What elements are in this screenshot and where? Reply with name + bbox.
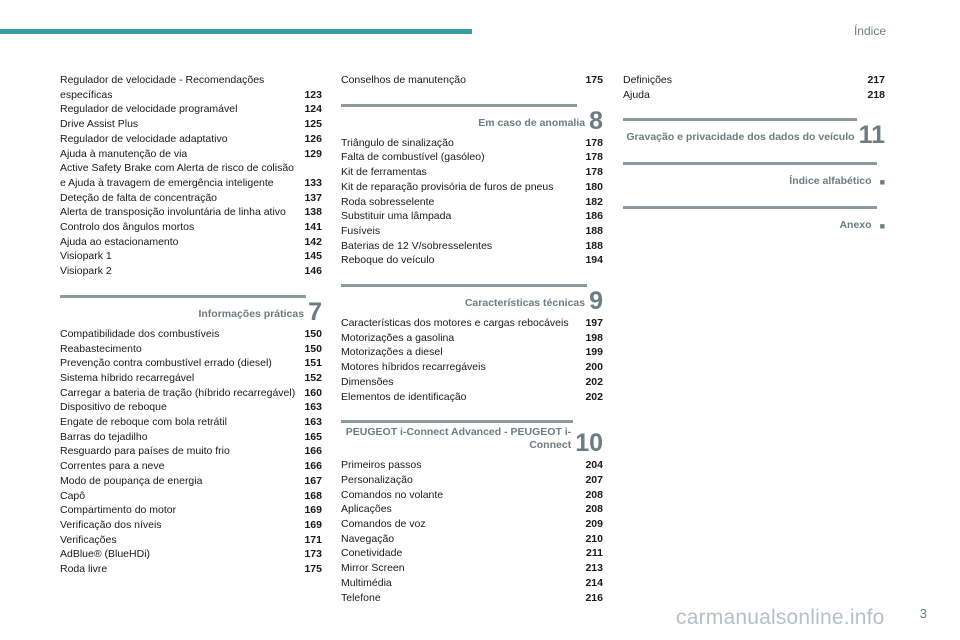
toc-entry-title: Drive Assist Plus <box>60 118 139 131</box>
toc-entry[interactable] <box>341 458 603 473</box>
toc-entry[interactable] <box>341 591 603 606</box>
toc-entry[interactable] <box>60 474 322 489</box>
toc-entry-title: Barras do tejadilho <box>60 430 148 443</box>
toc-entry-title: Personalização <box>341 473 413 486</box>
toc-entry-title: Visiopark 2 <box>60 265 112 278</box>
section-title: Características técnicas <box>464 297 586 310</box>
toc-entry[interactable] <box>341 316 603 331</box>
toc-entry[interactable] <box>341 561 603 576</box>
toc-entry[interactable] <box>60 249 322 264</box>
section-heading[interactable] <box>341 282 603 316</box>
section-number: 9 <box>589 287 603 316</box>
toc-entry[interactable] <box>341 165 603 180</box>
toc-entry[interactable] <box>60 220 322 235</box>
toc-entry-page: 197 <box>585 317 603 330</box>
section-number: 7 <box>308 297 322 326</box>
toc-entry-title: Deteção de falta de concentração <box>60 191 218 204</box>
toc-entry-page: 123 <box>304 88 322 101</box>
toc-entry-page: 182 <box>585 195 603 208</box>
toc-entry-page: 173 <box>304 548 322 561</box>
toc-entry-page: 214 <box>585 576 603 589</box>
toc-entry[interactable] <box>60 430 322 445</box>
toc-entry-page: 202 <box>585 390 603 403</box>
section-heading[interactable] <box>623 204 885 234</box>
toc-entry-title: Prevenção contra combustível errado (diesel) <box>60 357 272 370</box>
toc-entry-page: 218 <box>867 88 885 101</box>
section-divider <box>341 284 587 287</box>
toc-entry-title: Multimédia <box>341 576 392 589</box>
toc-entry[interactable] <box>60 386 322 401</box>
section-title: Anexo <box>839 219 872 232</box>
toc-entry[interactable] <box>341 195 603 210</box>
toc-entry[interactable] <box>60 356 322 371</box>
toc-entry-title: Ajuda à manutenção de via <box>60 147 188 160</box>
toc-entry-page: 166 <box>304 460 322 473</box>
toc-entry-page: 178 <box>585 151 603 164</box>
toc-entry-page: 150 <box>304 327 322 340</box>
toc-entry-page: 180 <box>585 180 603 193</box>
toc-entry-title: Comandos de voz <box>341 518 426 531</box>
toc-entry[interactable] <box>341 180 603 195</box>
toc-entry[interactable] <box>60 147 322 162</box>
section-divider <box>341 104 577 107</box>
toc-entry-page: 207 <box>585 473 603 486</box>
toc-entry-page: 145 <box>304 250 322 263</box>
toc-entry[interactable] <box>623 88 885 103</box>
section-marker-icon: ■ <box>879 177 885 188</box>
toc-entry-title: Falta de combustível (gasóleo) <box>341 151 485 164</box>
toc-entry-page: 186 <box>585 210 603 223</box>
section-heading[interactable] <box>623 116 885 150</box>
toc-entry[interactable] <box>341 390 603 405</box>
toc-entry-title: Triângulo de sinalização <box>341 136 454 149</box>
toc-entry[interactable] <box>60 400 322 415</box>
toc-entry-page: 194 <box>585 254 603 267</box>
toc-entry[interactable] <box>60 547 322 562</box>
toc-entry-title: Navegação <box>341 532 395 545</box>
toc-entry[interactable] <box>60 264 322 279</box>
toc-entry-title: Kit de ferramentas <box>341 166 427 179</box>
page-number: 3 <box>919 606 927 621</box>
toc-entry-title: Substituir uma lâmpada <box>341 210 452 223</box>
toc-entry-title: Ajuda ao estacionamento <box>60 235 179 248</box>
toc-entry[interactable] <box>60 503 322 518</box>
toc-entry-title: Kit de reparação provisória de furos de pneus <box>341 180 554 193</box>
section-number: 10 <box>575 429 603 458</box>
toc-entry-page: 160 <box>304 386 322 399</box>
toc-entry-title: Mirror Screen <box>341 562 405 575</box>
section-heading[interactable] <box>341 418 603 458</box>
toc-entry-page: 200 <box>585 361 603 374</box>
toc-entry-title: Compatibilidade dos combustíveis <box>60 327 220 340</box>
toc-entry-page: 129 <box>304 147 322 160</box>
toc-entry-page: 141 <box>304 221 322 234</box>
toc-entry-page: 204 <box>585 459 603 472</box>
toc-entry-page: 146 <box>304 265 322 278</box>
toc-entry-page: 198 <box>585 331 603 344</box>
toc-entry[interactable] <box>341 253 603 268</box>
toc-entry[interactable] <box>60 191 322 206</box>
toc-entry-title: Active Safety Brake com Alerta de risco de colisão e Ajuda à travagem de emergência inteligente <box>60 162 295 189</box>
toc-entry[interactable] <box>341 532 603 547</box>
toc-entry-title: Motorizações a gasolina <box>341 331 455 344</box>
toc-entry-title: Verificação dos níveis <box>60 518 162 531</box>
toc-entry[interactable] <box>60 73 322 102</box>
toc-entry-page: 199 <box>585 346 603 359</box>
toc-entry[interactable] <box>341 576 603 591</box>
toc-entry[interactable] <box>341 209 603 224</box>
toc-entry-page: 209 <box>585 518 603 531</box>
toc-entry[interactable] <box>341 488 603 503</box>
toc-entry-page: 175 <box>304 563 322 576</box>
toc-entry[interactable] <box>341 546 603 561</box>
section-divider <box>623 118 857 121</box>
section-divider <box>623 206 877 209</box>
toc-column-1 <box>60 73 322 577</box>
toc-entry[interactable] <box>60 161 322 190</box>
toc-column-2 <box>341 73 603 605</box>
toc-entry-title: Conselhos de manutenção <box>341 74 466 86</box>
toc-entry-title: Alerta de transposição involuntária de linha ativo <box>60 206 286 219</box>
toc-entry-page: 125 <box>304 118 322 131</box>
toc-entry-page: 217 <box>867 74 885 86</box>
toc-entry-title: Regulador de velocidade - Recomendações específicas <box>60 74 265 101</box>
toc-entry-page: 208 <box>585 503 603 516</box>
toc-entry-page: 202 <box>585 375 603 388</box>
toc-entry-title: Telefone <box>341 591 381 604</box>
toc-entry[interactable] <box>341 224 603 239</box>
toc-entry[interactable] <box>60 342 322 357</box>
toc-entry[interactable] <box>341 345 603 360</box>
toc-entry[interactable] <box>60 371 322 386</box>
toc-entry-title: Motores híbridos recarregáveis <box>341 361 486 374</box>
toc-entry-title: Reabastecimento <box>60 342 142 355</box>
toc-entry-page: 165 <box>304 430 322 443</box>
section-number: 11 <box>858 121 885 150</box>
toc-entry[interactable] <box>60 518 322 533</box>
toc-entry-page: 142 <box>304 235 322 248</box>
toc-entry-page: 163 <box>304 416 322 429</box>
section-title: Informações práticas <box>198 307 305 320</box>
toc-entry-page: 133 <box>304 176 322 189</box>
toc-entry[interactable] <box>60 444 322 459</box>
toc-entry-page: 124 <box>304 103 322 116</box>
toc-entry-page: 126 <box>304 132 322 145</box>
toc-column-3 <box>623 73 885 238</box>
toc-entry-page: 211 <box>586 547 603 560</box>
toc-entry-title: Roda livre <box>60 563 108 576</box>
toc-entry-title: Aplicações <box>341 503 392 516</box>
toc-entry-title: Reboque do veículo <box>341 254 435 267</box>
toc-entry-page: 175 <box>585 74 603 86</box>
toc-entry[interactable] <box>60 562 322 577</box>
toc-entry-page: 188 <box>585 239 603 252</box>
section-title: PEUGEOT i-Connect Advanced - PEUGEOT i-Connect <box>345 426 572 452</box>
toc-entry[interactable] <box>60 533 322 548</box>
toc-entry-page: 178 <box>585 136 603 149</box>
toc-entry-page: 150 <box>304 342 322 355</box>
toc-entry-title: Fusíveis <box>341 224 381 237</box>
toc-entry[interactable] <box>341 517 603 532</box>
toc-entry-title: AdBlue® (BlueHDi) <box>60 548 151 561</box>
toc-entry-title: Comandos no volante <box>341 488 444 501</box>
header-accent-bar <box>0 29 472 34</box>
toc-entry-page: 166 <box>304 445 322 458</box>
toc-entry-page: 210 <box>585 532 603 545</box>
section-divider <box>60 295 306 298</box>
toc-entry-title: Primeiros passos <box>341 459 422 472</box>
toc-entry[interactable] <box>341 73 603 88</box>
toc-entry-title: Capô <box>60 489 86 502</box>
toc-entry-title: Engate de reboque com bola retrátil <box>60 416 227 429</box>
toc-entry[interactable] <box>60 235 322 250</box>
toc-entry[interactable] <box>60 327 322 342</box>
section-divider <box>341 420 573 423</box>
toc-entry-title: Carregar a bateria de tração (híbrido recarregável) <box>60 386 296 399</box>
toc-entry-title: Resguardo para países de muito frio <box>60 445 230 458</box>
watermark: carmanualsonline.info <box>676 606 885 629</box>
toc-entry-page: 171 <box>304 533 322 546</box>
toc-entry[interactable] <box>341 150 603 165</box>
toc-entry[interactable] <box>60 205 322 220</box>
toc-entry-page: 151 <box>304 357 322 370</box>
toc-entry-title: Modo de poupança de energia <box>60 474 203 487</box>
toc-entry-title: Sistema híbrido recarregável <box>60 371 195 384</box>
page-header-title: Índice <box>853 24 886 38</box>
toc-entry-title: Visiopark 1 <box>60 250 112 263</box>
toc-entry-title: Controlo dos ângulos mortos <box>60 221 195 234</box>
toc-entry-title: Ajuda <box>623 88 650 101</box>
section-marker-icon: ■ <box>879 221 885 232</box>
toc-entry-title: Regulador de velocidade programável <box>60 103 238 116</box>
toc-entry[interactable] <box>60 102 322 117</box>
section-number: 8 <box>589 106 603 135</box>
toc-entry-title: Conetividade <box>341 547 403 560</box>
toc-entry-page: 138 <box>304 206 322 219</box>
section-title: Gravação e privacidade dos dados do veículo <box>626 131 855 144</box>
section-title: Em caso de anomalia <box>478 116 586 129</box>
toc-entry-page: 168 <box>304 489 322 502</box>
section-heading[interactable] <box>341 102 603 135</box>
section-divider <box>623 162 877 165</box>
toc-entry[interactable] <box>60 489 322 504</box>
toc-entry-title: Características dos motores e cargas rebocáveis <box>341 317 569 330</box>
toc-entry[interactable] <box>60 415 322 430</box>
toc-entry[interactable] <box>341 136 603 151</box>
toc-entry-page: 216 <box>585 591 603 604</box>
toc-entry-title: Dimensões <box>341 375 394 388</box>
toc-entry[interactable] <box>341 473 603 488</box>
toc-entry-page: 137 <box>304 191 322 204</box>
toc-entry-page: 152 <box>304 371 322 384</box>
toc-entry-title: Verificações <box>60 533 117 546</box>
toc-entry-page: 213 <box>585 562 603 575</box>
toc-entry-page: 208 <box>585 488 603 501</box>
toc-entry-title: Dispositivo de reboque <box>60 401 167 414</box>
toc-entry-page: 163 <box>304 401 322 414</box>
toc-entry-page: 169 <box>304 518 322 531</box>
toc-entry-page: 167 <box>304 474 322 487</box>
toc-entry[interactable] <box>60 117 322 132</box>
section-title: Índice alfabético <box>789 175 872 188</box>
toc-entry[interactable] <box>341 331 603 346</box>
toc-entry[interactable] <box>60 132 322 147</box>
toc-entry-title: Elementos de identificação <box>341 390 467 403</box>
toc-entry-page: 178 <box>585 166 603 179</box>
toc-entry-title: Correntes para a neve <box>60 460 165 473</box>
toc-entry-title: Roda sobresselente <box>341 195 435 208</box>
section-heading[interactable] <box>623 160 885 190</box>
toc-entry-title: Motorizações a diesel <box>341 346 443 359</box>
toc-entry-title: Regulador de velocidade adaptativo <box>60 132 228 145</box>
toc-entry-page: 169 <box>304 504 322 517</box>
toc-entry[interactable] <box>60 459 322 474</box>
toc-entry-title: Definições <box>623 74 673 86</box>
toc-entry-title: Baterias de 12 V/sobresselentes <box>341 239 493 252</box>
toc-entry-page: 188 <box>585 224 603 237</box>
toc-entry-title: Compartimento do motor <box>60 504 177 517</box>
toc-entry[interactable] <box>341 502 603 517</box>
toc-entry[interactable] <box>341 375 603 390</box>
section-heading[interactable] <box>60 293 322 326</box>
toc-entry[interactable] <box>341 239 603 254</box>
toc-entry[interactable] <box>623 73 885 88</box>
toc-entry[interactable] <box>341 360 603 375</box>
